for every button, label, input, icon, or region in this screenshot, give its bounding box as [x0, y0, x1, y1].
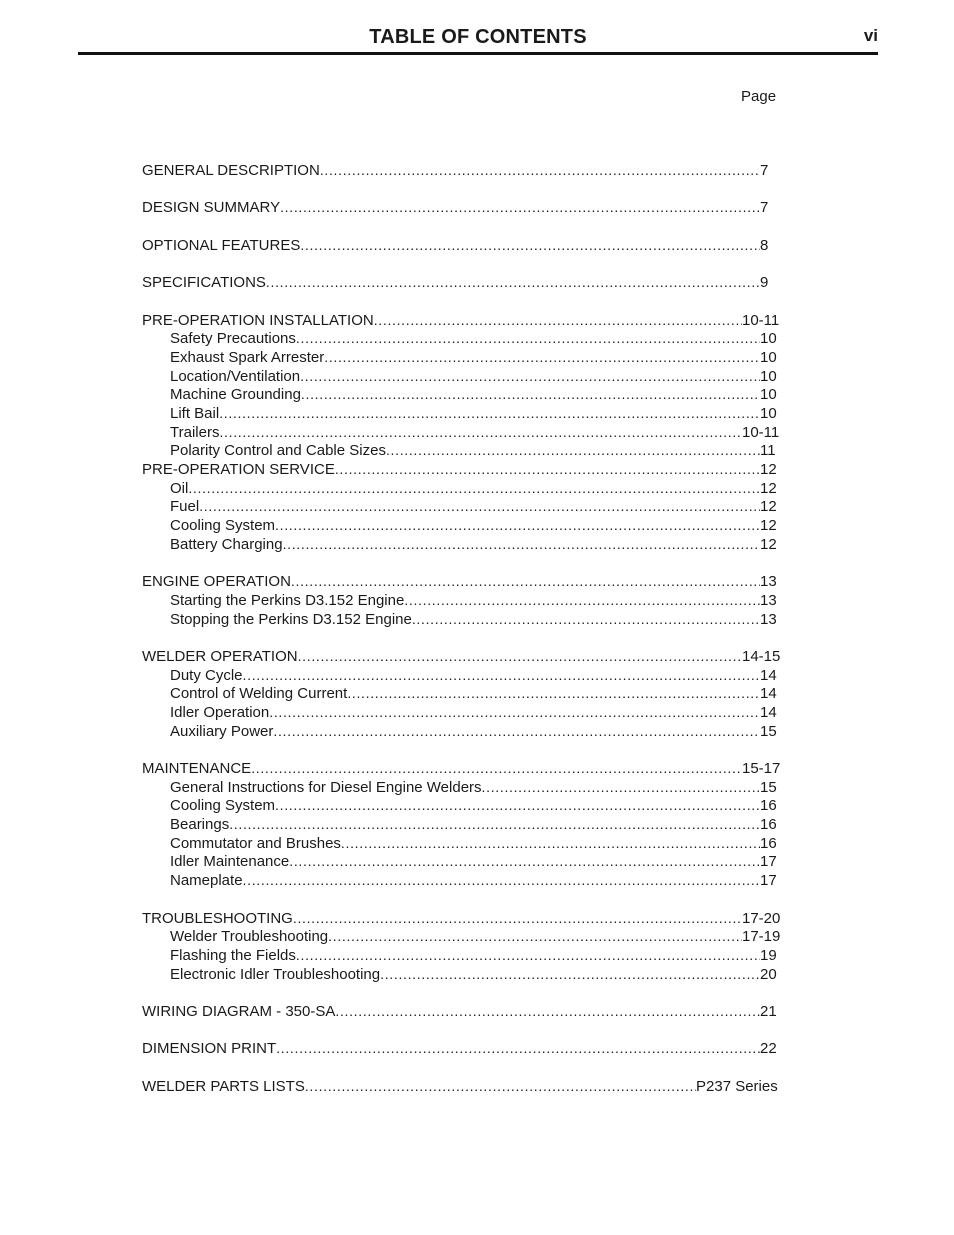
toc-entry[interactable] — [142, 1002, 782, 1021]
toc-entry-label: GENERAL DESCRIPTION — [142, 162, 320, 179]
dot-leader — [275, 796, 760, 816]
toc-entry-label: Commutator and Brushes — [170, 834, 341, 852]
dot-leader — [293, 909, 742, 929]
toc-entry[interactable] — [142, 236, 782, 255]
toc-entry-page: 12 — [760, 479, 777, 497]
toc-entry-label: SPECIFICATIONS — [142, 274, 266, 292]
toc-entry-page: 17 — [760, 872, 777, 890]
toc-entry-page: 12 — [760, 535, 777, 553]
dot-leader — [275, 516, 760, 536]
dot-leader — [347, 684, 760, 704]
dot-leader — [374, 311, 742, 331]
toc-entry-label: Cooling System — [170, 797, 276, 815]
toc-subentry[interactable] — [142, 852, 782, 871]
toc-subentry[interactable] — [142, 666, 782, 685]
toc-entry-label: DESIGN SUMMARY — [142, 199, 281, 217]
dot-leader — [380, 965, 760, 985]
toc-subentry[interactable] — [142, 516, 782, 535]
toc-entry-page: 21 — [760, 1002, 777, 1020]
toc-entry-label: PRE-OPERATION INSTALLATION — [142, 311, 374, 329]
toc-entry[interactable] — [142, 647, 782, 666]
toc-entry-label: PRE-OPERATION SERVICE — [142, 461, 335, 478]
dot-leader — [266, 273, 760, 293]
toc-entry-page: 19 — [760, 946, 777, 964]
toc-entry-label: MAINTENANCE — [142, 760, 252, 777]
toc-entry-page: 7 — [760, 199, 769, 217]
dot-leader — [320, 161, 760, 181]
dot-leader — [269, 703, 760, 723]
dot-leader — [335, 1002, 760, 1022]
toc-subentry[interactable] — [142, 348, 782, 367]
toc-entry-page: 17 — [760, 853, 777, 871]
toc-entry-page: 15 — [760, 722, 777, 740]
toc-subentry[interactable] — [142, 535, 782, 554]
toc-entry-label: WIRING DIAGRAM - 350-SA — [142, 1002, 336, 1020]
toc-entry-label: TROUBLESHOOTING — [142, 909, 293, 927]
toc-entry-label: DIMENSION PRINT — [142, 1040, 277, 1058]
toc-entry[interactable] — [142, 273, 782, 292]
toc-subentry[interactable] — [142, 497, 782, 516]
toc-entry-label: Polarity Control and Cable Sizes — [170, 442, 386, 460]
toc-entry-page: 10-11 — [742, 311, 780, 329]
toc-entry-label: Machine Grounding — [170, 386, 301, 404]
toc-subentry[interactable] — [142, 385, 782, 404]
dot-leader — [300, 367, 760, 387]
toc-entry-page: 10-11 — [742, 423, 780, 441]
toc-entry-page: P237 Series — [696, 1077, 778, 1095]
toc-entry-label: Idler Operation — [170, 703, 270, 721]
toc-entry-label: Idler Maintenance — [170, 853, 290, 871]
dot-leader — [188, 479, 760, 499]
toc-subentry[interactable] — [142, 946, 782, 965]
dot-leader — [482, 778, 760, 798]
toc-entry-label: Safety Precautions — [170, 330, 296, 348]
dot-leader — [251, 759, 742, 779]
dot-leader — [291, 572, 760, 592]
toc-entry-label: Battery Charging — [170, 535, 283, 553]
dot-leader — [243, 871, 760, 891]
dot-leader — [335, 460, 760, 480]
toc-subentry[interactable] — [142, 815, 782, 834]
toc-entry-page: 7 — [760, 162, 769, 179]
toc-subentry[interactable] — [142, 871, 782, 890]
toc-entry-page: 14 — [760, 703, 777, 721]
toc-entry-label: Bearings — [170, 816, 230, 834]
toc-entry-page: 13 — [760, 591, 777, 609]
toc-entry-page: 14 — [760, 685, 777, 703]
toc-subentry[interactable] — [142, 610, 782, 629]
toc-entry-label: Trailers — [170, 423, 220, 441]
toc-entry-label: Control of Welding Current — [170, 685, 348, 703]
toc-entry-page: 12 — [760, 461, 777, 478]
toc-entry-label: Fuel — [170, 498, 200, 516]
toc-subentry[interactable] — [142, 684, 782, 703]
dot-leader — [298, 647, 742, 667]
toc-entry-page: 12 — [760, 517, 777, 535]
toc-entry-label: ENGINE OPERATION — [142, 573, 291, 591]
dot-leader — [199, 497, 760, 517]
toc-entry-page: 10 — [760, 404, 777, 422]
toc-entry-label: Location/Ventilation — [170, 367, 301, 385]
toc-entry-page: 12 — [760, 498, 777, 516]
dot-leader — [283, 535, 760, 555]
dot-leader — [229, 815, 760, 835]
toc-entry-page: 16 — [760, 816, 777, 834]
toc-subentry[interactable] — [142, 834, 782, 853]
table-of-contents — [142, 161, 782, 1095]
toc-subentry[interactable] — [142, 404, 782, 423]
toc-entry-label: Nameplate — [170, 872, 243, 890]
toc-subentry[interactable] — [142, 591, 782, 610]
toc-entry-label: General Instructions for Diesel Engine Welders — [170, 778, 482, 796]
toc-entry[interactable] — [142, 198, 782, 217]
toc-subentry[interactable] — [142, 703, 782, 722]
toc-entry-page: 17-19 — [742, 928, 781, 946]
dot-leader — [296, 946, 760, 966]
dot-leader — [404, 591, 760, 611]
dot-leader — [296, 329, 760, 349]
dot-leader — [386, 441, 760, 461]
dot-leader — [341, 834, 760, 854]
toc-entry-label: Lift Bail — [170, 404, 220, 422]
dot-leader — [324, 348, 760, 368]
toc-subentry[interactable] — [142, 796, 782, 815]
toc-entry-label: Oil — [170, 479, 189, 497]
toc-entry-page: 15 — [760, 778, 777, 796]
page-header — [78, 24, 878, 55]
dot-leader — [305, 1077, 696, 1097]
page-number: vi — [863, 26, 878, 45]
dot-leader — [301, 385, 760, 405]
toc-entry-label: Duty Cycle — [170, 666, 243, 684]
toc-entry-page: 17-20 — [742, 909, 781, 927]
toc-entry-page: 8 — [760, 236, 769, 254]
toc-entry-label: Electronic Idler Troubleshooting — [170, 965, 381, 983]
toc-entry[interactable] — [142, 1077, 782, 1096]
toc-entry-page: 14-15 — [742, 647, 781, 665]
toc-entry-page: 14 — [760, 666, 777, 684]
toc-entry-label: Flashing the Fields — [170, 946, 296, 964]
toc-subentry[interactable] — [142, 778, 782, 797]
toc-subentry[interactable] — [142, 722, 782, 741]
toc-subentry[interactable] — [142, 441, 782, 460]
page-column-label: Page — [741, 88, 777, 105]
toc-entry-page: 13 — [760, 610, 777, 628]
toc-subentry[interactable] — [142, 423, 782, 442]
toc-entry-page: 16 — [760, 797, 777, 815]
dot-leader — [219, 423, 742, 443]
toc-entry-label: Welder Troubleshooting — [170, 928, 329, 946]
dot-leader — [243, 666, 760, 686]
toc-entry-label: Cooling System — [170, 517, 276, 535]
toc-entry[interactable] — [142, 311, 782, 330]
toc-entry-label: WELDER OPERATION — [142, 647, 298, 665]
toc-entry-label: WELDER PARTS LISTS — [142, 1077, 305, 1095]
toc-entry[interactable] — [142, 572, 782, 591]
toc-entry-page: 10 — [760, 348, 777, 366]
toc-entry[interactable] — [142, 759, 782, 778]
toc-entry-label: OPTIONAL FEATURES — [142, 236, 301, 254]
dot-leader — [273, 722, 760, 742]
dot-leader — [280, 198, 760, 218]
toc-entry-page: 9 — [760, 274, 769, 292]
toc-entry-page: 16 — [760, 834, 777, 852]
toc-entry-page: 11 — [760, 442, 776, 460]
toc-subentry[interactable] — [142, 367, 782, 386]
toc-subentry[interactable] — [142, 965, 782, 984]
toc-entry-label: Auxiliary Power — [170, 722, 274, 740]
toc-entry-page: 20 — [760, 965, 777, 983]
toc-entry[interactable] — [142, 460, 782, 479]
toc-subentry[interactable] — [142, 329, 782, 348]
toc-entry-page: 10 — [760, 330, 777, 348]
toc-subentry[interactable] — [142, 927, 782, 946]
toc-entry-page: 13 — [760, 573, 777, 591]
dot-leader — [300, 236, 760, 256]
toc-entry-page: 10 — [760, 367, 777, 385]
toc-entry-label: Starting the Perkins D3.152 Engine — [170, 591, 405, 609]
toc-entry-label: Stopping the Perkins D3.152 Engine — [170, 610, 412, 628]
toc-subentry[interactable] — [142, 479, 782, 498]
toc-entry[interactable] — [142, 161, 782, 180]
dot-leader — [219, 404, 760, 424]
dot-leader — [328, 927, 742, 947]
dot-leader — [276, 1039, 760, 1059]
dot-leader — [412, 610, 760, 630]
toc-entry-page: 22 — [760, 1040, 777, 1058]
page-title: TABLE OF CONTENTS — [369, 26, 587, 48]
toc-entry-page: 10 — [760, 386, 777, 404]
dot-leader — [289, 852, 760, 872]
toc-entry-page: 15-17 — [742, 760, 781, 777]
toc-entry[interactable] — [142, 1039, 782, 1058]
toc-entry-label: Exhaust Spark Arrester — [170, 348, 325, 366]
toc-entry[interactable] — [142, 909, 782, 928]
